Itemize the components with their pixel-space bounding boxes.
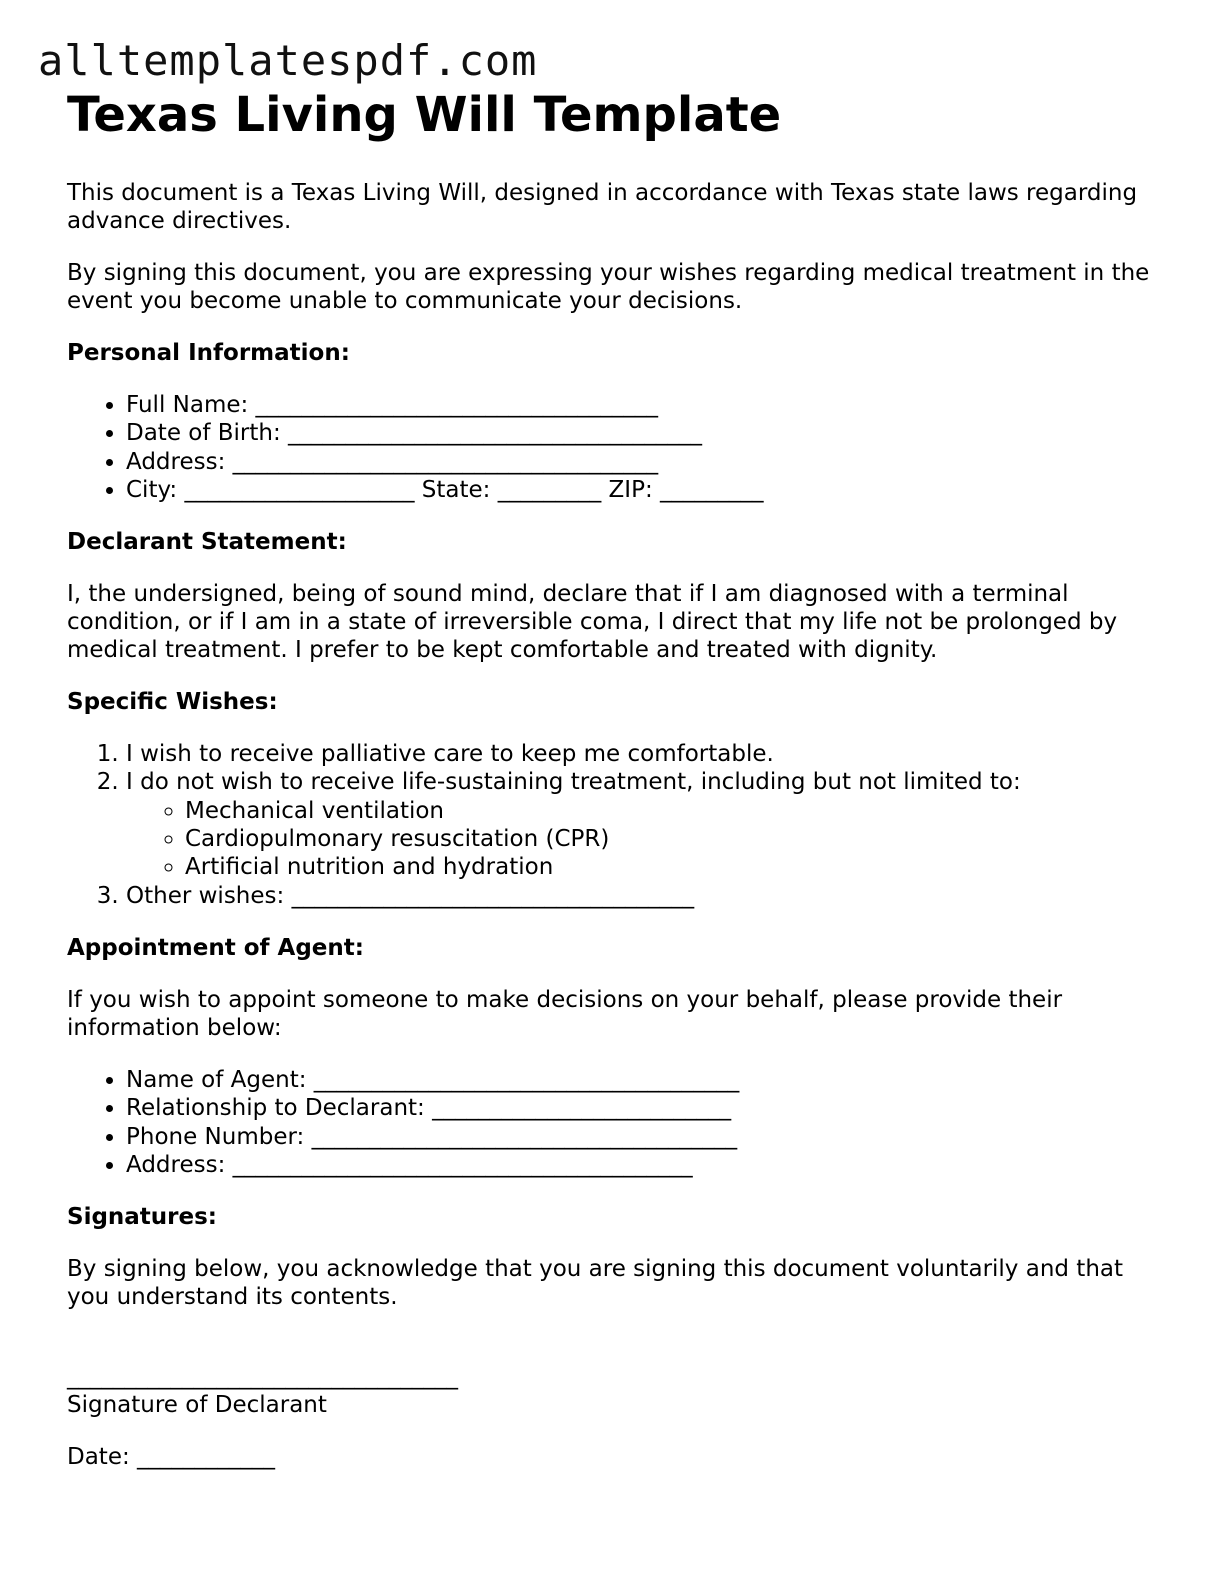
- agent-name-field[interactable]: • Name of Agent: _____________________________________: [126, 1066, 1157, 1094]
- declarant-statement: I, the undersigned, being of sound mind, declare that if I am diagnosed with a terminal condition, or if I am in a state of irreversible coma, I direct that my life not be prolonged by medical treatment. I prefer to be kept comfortable and treated with dignity.: [67, 581, 1118, 664]
- agent-paragraph: If you wish to appoint someone to make decisions on your behalf, please provide their information below:: [67, 986, 1063, 1041]
- signatures-paragraph: By signing below, you acknowledge that you are signing this document voluntarily and that you understand its contents.: [67, 1256, 1124, 1311]
- city-state-zip-field[interactable]: • City: ____________________ State: _________ ZIP: _________: [126, 476, 1157, 504]
- intro-paragraph-2: By signing this document, you are expressing your wishes regarding medical treatment in the event you become unable to communicate your decisions.: [67, 260, 1150, 314]
- watermark: alltemplatespdf.com: [38, 36, 538, 85]
- signature-line[interactable]: __________________________________: [67, 1364, 458, 1391]
- full-name-field[interactable]: • Full Name: ___________________________________: [126, 391, 1157, 419]
- agent-address-field[interactable]: • Address: ________________________________________: [126, 1151, 1157, 1179]
- agent-relationship-field[interactable]: • Relationship to Declarant: __________________________: [126, 1094, 1157, 1122]
- agent-list: [67, 1066, 1157, 1179]
- wish-item-1: 1. I wish to receive palliative care to keep me comfortable.: [126, 740, 1157, 768]
- sub-item: ◦ Artificial nutrition and hydration: [185, 853, 1157, 881]
- treatment-sublist: [126, 797, 1157, 882]
- personal-info-list: [67, 391, 1157, 504]
- signatures-heading: Signatures:: [67, 1204, 218, 1231]
- wish-item-2: [126, 768, 1157, 881]
- agent-phone-field[interactable]: • Phone Number: _____________________________________: [126, 1123, 1157, 1151]
- document: [67, 88, 1157, 1471]
- declarant-heading: Declarant Statement:: [67, 529, 347, 556]
- signature-label: Signature of Declarant: [67, 1392, 327, 1419]
- personal-info-heading: Personal Information:: [67, 340, 350, 366]
- dob-field[interactable]: • Date of Birth: ____________________________________: [126, 419, 1157, 447]
- sub-item: ◦ Cardiopulmonary resuscitation (CPR): [185, 825, 1157, 853]
- agent-heading: Appointment of Agent:: [67, 934, 364, 961]
- address-field[interactable]: • Address: _____________________________________: [126, 448, 1157, 476]
- page-title: Texas Living Will Template: [67, 87, 782, 143]
- wishes-heading: Specific Wishes:: [67, 689, 278, 716]
- other-wishes-field[interactable]: 3. Other wishes: ___________________________________: [126, 882, 1157, 910]
- sub-item: ◦ Mechanical ventilation: [185, 797, 1157, 825]
- wishes-list: [67, 740, 1157, 910]
- intro-paragraph-1: This document is a Texas Living Will, designed in accordance with Texas state laws regarding advance directives.: [67, 180, 1138, 234]
- date-field[interactable]: Date: ____________: [67, 1444, 276, 1471]
- wish-item-2-text: I do not wish to receive life-sustaining treatment, including but not limited to:: [126, 769, 1021, 796]
